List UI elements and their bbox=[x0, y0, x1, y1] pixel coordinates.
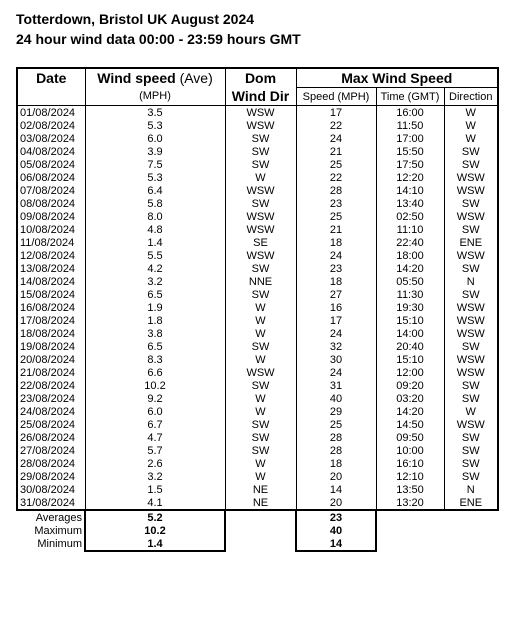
cell-date: 04/08/2024 bbox=[17, 145, 85, 158]
cell-max-time: 19:30 bbox=[376, 301, 444, 314]
cell-max-direction: WSW bbox=[444, 184, 498, 197]
summary-gap bbox=[444, 537, 498, 551]
table-row bbox=[17, 340, 498, 353]
cell-dom-dir: W bbox=[225, 327, 296, 340]
cell-avg-speed: 3.5 bbox=[85, 106, 225, 120]
cell-dom-dir: W bbox=[225, 405, 296, 418]
cell-max-direction: SW bbox=[444, 197, 498, 210]
cell-dom-dir: W bbox=[225, 353, 296, 366]
summary-maximum-ave: 10.2 bbox=[85, 524, 225, 537]
cell-max-time: 15:50 bbox=[376, 145, 444, 158]
cell-date: 14/08/2024 bbox=[17, 275, 85, 288]
cell-date: 18/08/2024 bbox=[17, 327, 85, 340]
cell-max-speed: 18 bbox=[296, 275, 376, 288]
table-row bbox=[17, 470, 498, 483]
cell-dom-dir: NE bbox=[225, 496, 296, 510]
cell-dom-dir: SW bbox=[225, 132, 296, 145]
cell-date: 19/08/2024 bbox=[17, 340, 85, 353]
cell-max-speed: 24 bbox=[296, 249, 376, 262]
page-title: Totterdown, Bristol UK August 2024 bbox=[16, 11, 255, 27]
summary-gap bbox=[376, 537, 444, 551]
table-row bbox=[17, 197, 498, 210]
cell-max-time: 18:00 bbox=[376, 249, 444, 262]
cell-max-direction: SW bbox=[444, 470, 498, 483]
cell-avg-speed: 1.9 bbox=[85, 301, 225, 314]
cell-date: 24/08/2024 bbox=[17, 405, 85, 418]
cell-avg-speed: 8.3 bbox=[85, 353, 225, 366]
cell-dom-dir: W bbox=[225, 314, 296, 327]
cell-max-speed: 25 bbox=[296, 418, 376, 431]
cell-avg-speed: 5.7 bbox=[85, 444, 225, 457]
cell-max-direction: SW bbox=[444, 457, 498, 470]
cell-max-time: 14:50 bbox=[376, 418, 444, 431]
cell-dom-dir: SW bbox=[225, 431, 296, 444]
cell-avg-speed: 5.8 bbox=[85, 197, 225, 210]
cell-dom-dir: SW bbox=[225, 288, 296, 301]
cell-avg-speed: 6.4 bbox=[85, 184, 225, 197]
cell-max-direction: N bbox=[444, 275, 498, 288]
cell-max-direction: WSW bbox=[444, 327, 498, 340]
summary-gap bbox=[444, 510, 498, 524]
table-row bbox=[17, 275, 498, 288]
cell-avg-speed: 4.1 bbox=[85, 496, 225, 510]
cell-max-direction: W bbox=[444, 132, 498, 145]
cell-dom-dir: SW bbox=[225, 418, 296, 431]
cell-avg-speed: 3.2 bbox=[85, 470, 225, 483]
cell-max-time: 11:50 bbox=[376, 119, 444, 132]
cell-dom-dir: W bbox=[225, 301, 296, 314]
cell-avg-speed: 6.5 bbox=[85, 340, 225, 353]
cell-dom-dir: NE bbox=[225, 483, 296, 496]
cell-date: 27/08/2024 bbox=[17, 444, 85, 457]
cell-date: 10/08/2024 bbox=[17, 223, 85, 236]
cell-max-direction: WSW bbox=[444, 353, 498, 366]
cell-max-speed: 17 bbox=[296, 106, 376, 120]
cell-max-time: 10:00 bbox=[376, 444, 444, 457]
cell-date: 30/08/2024 bbox=[17, 483, 85, 496]
cell-max-time: 11:10 bbox=[376, 223, 444, 236]
cell-date: 02/08/2024 bbox=[17, 119, 85, 132]
cell-max-speed: 22 bbox=[296, 171, 376, 184]
cell-dom-dir: SW bbox=[225, 262, 296, 275]
summary-maximum-max: 40 bbox=[296, 524, 376, 537]
cell-max-direction: W bbox=[444, 119, 498, 132]
cell-max-time: 14:10 bbox=[376, 184, 444, 197]
cell-max-direction: W bbox=[444, 405, 498, 418]
header-date-blank bbox=[17, 88, 85, 106]
cell-dom-dir: SW bbox=[225, 444, 296, 457]
table-row bbox=[17, 132, 498, 145]
cell-date: 09/08/2024 bbox=[17, 210, 85, 223]
page-subtitle: 24 hour wind data 00:00 - 23:59 hours GMT bbox=[16, 31, 301, 47]
summary-minimum-ave: 1.4 bbox=[85, 537, 225, 551]
cell-avg-speed: 6.0 bbox=[85, 132, 225, 145]
cell-max-direction: W bbox=[444, 106, 498, 120]
cell-max-direction: SW bbox=[444, 158, 498, 171]
cell-avg-speed: 8.0 bbox=[85, 210, 225, 223]
cell-max-time: 16:00 bbox=[376, 106, 444, 120]
table-row bbox=[17, 483, 498, 496]
cell-date: 20/08/2024 bbox=[17, 353, 85, 366]
cell-max-direction: WSW bbox=[444, 418, 498, 431]
cell-date: 16/08/2024 bbox=[17, 301, 85, 314]
cell-date: 05/08/2024 bbox=[17, 158, 85, 171]
cell-avg-speed: 6.0 bbox=[85, 405, 225, 418]
summary-averages-ave: 5.2 bbox=[85, 510, 225, 524]
cell-dom-dir: SW bbox=[225, 379, 296, 392]
summary-gap bbox=[225, 537, 296, 551]
table-row bbox=[17, 262, 498, 275]
cell-date: 15/08/2024 bbox=[17, 288, 85, 301]
cell-max-speed: 18 bbox=[296, 457, 376, 470]
cell-max-time: 15:10 bbox=[376, 314, 444, 327]
cell-avg-speed: 5.3 bbox=[85, 119, 225, 132]
cell-max-time: 17:50 bbox=[376, 158, 444, 171]
cell-max-speed: 28 bbox=[296, 184, 376, 197]
cell-date: 23/08/2024 bbox=[17, 392, 85, 405]
cell-max-direction: SW bbox=[444, 431, 498, 444]
cell-max-time: 13:40 bbox=[376, 197, 444, 210]
cell-dom-dir: W bbox=[225, 171, 296, 184]
table-row bbox=[17, 379, 498, 392]
cell-max-direction: ENE bbox=[444, 236, 498, 249]
cell-date: 07/08/2024 bbox=[17, 184, 85, 197]
table-row bbox=[17, 119, 498, 132]
cell-max-speed: 31 bbox=[296, 379, 376, 392]
header-wind-speed: Wind speed (Ave) bbox=[85, 68, 225, 88]
cell-dom-dir: SW bbox=[225, 340, 296, 353]
cell-max-direction: SW bbox=[444, 379, 498, 392]
cell-max-direction: SW bbox=[444, 340, 498, 353]
cell-max-time: 09:20 bbox=[376, 379, 444, 392]
cell-max-direction: SW bbox=[444, 223, 498, 236]
cell-max-direction: SW bbox=[444, 444, 498, 457]
header-direction: Direction bbox=[444, 88, 498, 106]
cell-max-speed: 21 bbox=[296, 223, 376, 236]
cell-max-speed: 30 bbox=[296, 353, 376, 366]
cell-max-speed: 20 bbox=[296, 496, 376, 510]
table-row bbox=[17, 444, 498, 457]
cell-max-direction: WSW bbox=[444, 314, 498, 327]
header-date: Date bbox=[17, 68, 85, 88]
cell-max-time: 12:10 bbox=[376, 470, 444, 483]
cell-max-speed: 21 bbox=[296, 145, 376, 158]
cell-max-speed: 25 bbox=[296, 210, 376, 223]
table-row bbox=[17, 327, 498, 340]
cell-date: 06/08/2024 bbox=[17, 171, 85, 184]
cell-avg-speed: 3.8 bbox=[85, 327, 225, 340]
table-row bbox=[17, 431, 498, 444]
cell-dom-dir: SW bbox=[225, 145, 296, 158]
table-row bbox=[17, 184, 498, 197]
cell-max-speed: 27 bbox=[296, 288, 376, 301]
table-row bbox=[17, 210, 498, 223]
cell-dom-dir: SW bbox=[225, 158, 296, 171]
wind-data-table bbox=[16, 67, 499, 552]
cell-avg-speed: 4.2 bbox=[85, 262, 225, 275]
cell-max-speed: 14 bbox=[296, 483, 376, 496]
cell-max-speed: 23 bbox=[296, 262, 376, 275]
cell-dom-dir: W bbox=[225, 470, 296, 483]
summary-averages-max: 23 bbox=[296, 510, 376, 524]
summary-gap bbox=[225, 510, 296, 524]
cell-max-time: 15:10 bbox=[376, 353, 444, 366]
cell-date: 03/08/2024 bbox=[17, 132, 85, 145]
table-row bbox=[17, 301, 498, 314]
cell-date: 26/08/2024 bbox=[17, 431, 85, 444]
cell-dom-dir: WSW bbox=[225, 210, 296, 223]
table-row bbox=[17, 158, 498, 171]
cell-max-speed: 24 bbox=[296, 327, 376, 340]
summary-minimum-max: 14 bbox=[296, 537, 376, 551]
cell-date: 13/08/2024 bbox=[17, 262, 85, 275]
cell-date: 12/08/2024 bbox=[17, 249, 85, 262]
summary-averages-label: Averages bbox=[17, 510, 85, 524]
cell-max-time: 14:20 bbox=[376, 405, 444, 418]
cell-max-speed: 22 bbox=[296, 119, 376, 132]
cell-avg-speed: 9.2 bbox=[85, 392, 225, 405]
cell-max-time: 12:20 bbox=[376, 171, 444, 184]
cell-max-speed: 28 bbox=[296, 431, 376, 444]
cell-max-time: 11:30 bbox=[376, 288, 444, 301]
summary-gap bbox=[376, 524, 444, 537]
cell-dom-dir: WSW bbox=[225, 119, 296, 132]
table-row bbox=[17, 353, 498, 366]
header-max-wind-speed: Max Wind Speed bbox=[296, 68, 498, 88]
cell-avg-speed: 6.7 bbox=[85, 418, 225, 431]
cell-avg-speed: 4.7 bbox=[85, 431, 225, 444]
cell-date: 01/08/2024 bbox=[17, 106, 85, 120]
cell-avg-speed: 3.9 bbox=[85, 145, 225, 158]
cell-max-time: 17:00 bbox=[376, 132, 444, 145]
table-row bbox=[17, 405, 498, 418]
cell-dom-dir: WSW bbox=[225, 366, 296, 379]
summary-gap bbox=[444, 524, 498, 537]
cell-max-speed: 40 bbox=[296, 392, 376, 405]
cell-date: 28/08/2024 bbox=[17, 457, 85, 470]
cell-dom-dir: WSW bbox=[225, 106, 296, 120]
cell-max-direction: WSW bbox=[444, 249, 498, 262]
table-row bbox=[17, 314, 498, 327]
table-row bbox=[17, 171, 498, 184]
cell-avg-speed: 1.8 bbox=[85, 314, 225, 327]
table-row bbox=[17, 249, 498, 262]
table-row bbox=[17, 236, 498, 249]
table-row bbox=[17, 392, 498, 405]
summary-gap bbox=[225, 524, 296, 537]
cell-dom-dir: WSW bbox=[225, 249, 296, 262]
cell-max-time: 09:50 bbox=[376, 431, 444, 444]
cell-max-speed: 29 bbox=[296, 405, 376, 418]
cell-max-direction: WSW bbox=[444, 366, 498, 379]
cell-max-time: 16:10 bbox=[376, 457, 444, 470]
cell-max-speed: 32 bbox=[296, 340, 376, 353]
cell-dom-dir: W bbox=[225, 392, 296, 405]
cell-max-time: 22:40 bbox=[376, 236, 444, 249]
header-wind-speed-unit: (MPH) bbox=[85, 88, 225, 106]
cell-max-speed: 25 bbox=[296, 158, 376, 171]
cell-max-time: 13:50 bbox=[376, 483, 444, 496]
cell-date: 31/08/2024 bbox=[17, 496, 85, 510]
cell-max-time: 05:50 bbox=[376, 275, 444, 288]
cell-avg-speed: 3.2 bbox=[85, 275, 225, 288]
cell-dom-dir: WSW bbox=[225, 223, 296, 236]
cell-avg-speed: 5.3 bbox=[85, 171, 225, 184]
cell-max-speed: 20 bbox=[296, 470, 376, 483]
cell-max-speed: 23 bbox=[296, 197, 376, 210]
summary-gap bbox=[376, 510, 444, 524]
table-row bbox=[17, 106, 498, 120]
cell-max-direction: SW bbox=[444, 145, 498, 158]
cell-date: 22/08/2024 bbox=[17, 379, 85, 392]
cell-avg-speed: 7.5 bbox=[85, 158, 225, 171]
table-row bbox=[17, 457, 498, 470]
cell-avg-speed: 5.5 bbox=[85, 249, 225, 262]
cell-max-time: 02:50 bbox=[376, 210, 444, 223]
cell-max-time: 14:20 bbox=[376, 262, 444, 275]
header-wind-dir: Wind Dir bbox=[225, 88, 296, 106]
cell-max-direction: SW bbox=[444, 288, 498, 301]
cell-max-time: 14:00 bbox=[376, 327, 444, 340]
cell-dom-dir: WSW bbox=[225, 184, 296, 197]
cell-max-speed: 17 bbox=[296, 314, 376, 327]
table-row bbox=[17, 496, 498, 510]
cell-max-direction: ENE bbox=[444, 496, 498, 510]
cell-max-direction: N bbox=[444, 483, 498, 496]
table-row bbox=[17, 366, 498, 379]
cell-avg-speed: 10.2 bbox=[85, 379, 225, 392]
cell-dom-dir: NNE bbox=[225, 275, 296, 288]
cell-avg-speed: 2.6 bbox=[85, 457, 225, 470]
table-row bbox=[17, 418, 498, 431]
cell-avg-speed: 4.8 bbox=[85, 223, 225, 236]
cell-avg-speed: 1.5 bbox=[85, 483, 225, 496]
cell-dom-dir: SW bbox=[225, 197, 296, 210]
cell-date: 25/08/2024 bbox=[17, 418, 85, 431]
header-time-gmt: Time (GMT) bbox=[376, 88, 444, 106]
table-row bbox=[17, 288, 498, 301]
cell-max-speed: 18 bbox=[296, 236, 376, 249]
cell-dom-dir: W bbox=[225, 457, 296, 470]
cell-max-speed: 24 bbox=[296, 132, 376, 145]
cell-max-time: 20:40 bbox=[376, 340, 444, 353]
header-dom: Dom bbox=[225, 68, 296, 88]
cell-max-direction: SW bbox=[444, 262, 498, 275]
cell-date: 17/08/2024 bbox=[17, 314, 85, 327]
cell-max-direction: SW bbox=[444, 392, 498, 405]
cell-max-speed: 24 bbox=[296, 366, 376, 379]
table-row bbox=[17, 145, 498, 158]
cell-max-speed: 28 bbox=[296, 444, 376, 457]
header-speed-mph: Speed (MPH) bbox=[296, 88, 376, 106]
cell-avg-speed: 6.6 bbox=[85, 366, 225, 379]
cell-dom-dir: SE bbox=[225, 236, 296, 249]
cell-date: 11/08/2024 bbox=[17, 236, 85, 249]
cell-avg-speed: 6.5 bbox=[85, 288, 225, 301]
cell-max-direction: WSW bbox=[444, 301, 498, 314]
cell-max-direction: WSW bbox=[444, 210, 498, 223]
cell-max-time: 13:20 bbox=[376, 496, 444, 510]
cell-max-time: 12:00 bbox=[376, 366, 444, 379]
cell-max-direction: WSW bbox=[444, 171, 498, 184]
cell-date: 29/08/2024 bbox=[17, 470, 85, 483]
summary-maximum-label: Maximum bbox=[34, 524, 82, 537]
cell-date: 21/08/2024 bbox=[17, 366, 85, 379]
cell-date: 08/08/2024 bbox=[17, 197, 85, 210]
table-row bbox=[17, 223, 498, 236]
summary-minimum-label: Minimum bbox=[37, 538, 82, 550]
cell-max-time: 03:20 bbox=[376, 392, 444, 405]
cell-max-speed: 16 bbox=[296, 301, 376, 314]
cell-avg-speed: 1.4 bbox=[85, 236, 225, 249]
